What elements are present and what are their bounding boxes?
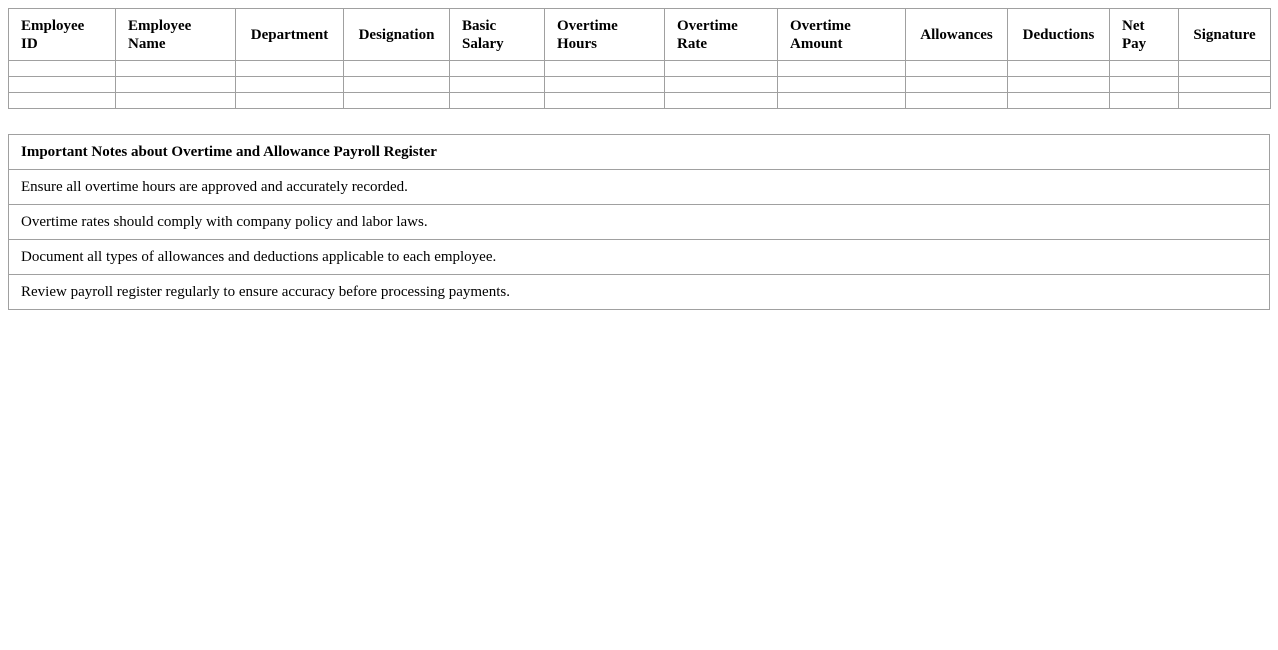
table-cell [1008,61,1110,77]
table-cell [1008,93,1110,109]
column-header-net-pay: Net Pay [1110,9,1179,61]
column-header-employee-name: Employee Name [116,9,236,61]
note-row [9,205,1270,240]
table-cell [1179,61,1271,77]
table-cell [9,93,116,109]
register-body [9,61,1271,109]
column-header-overtime-rate: Overtime Rate [665,9,778,61]
table-cell [778,93,906,109]
notes-title: Important Notes about Overtime and Allowance Payroll Register [9,135,1270,170]
column-header-signature: Signature [1179,9,1271,61]
payroll-register-table [8,8,1271,109]
table-cell [236,61,344,77]
table-cell [545,61,665,77]
table-cell [665,93,778,109]
table-cell [778,61,906,77]
table-cell [778,77,906,93]
column-header-deductions: Deductions [1008,9,1110,61]
table-cell [1110,93,1179,109]
table-cell [344,61,450,77]
note-item: Review payroll register regularly to ensure accuracy before processing payments. [9,275,1270,310]
table-cell [665,77,778,93]
notes-title-row [9,135,1270,170]
table-cell [344,93,450,109]
table-cell [450,77,545,93]
table-cell [450,61,545,77]
table-cell [906,93,1008,109]
table-cell [9,61,116,77]
note-row [9,240,1270,275]
column-header-designation: Designation [344,9,450,61]
column-header-allowances: Allowances [906,9,1008,61]
table-cell [1008,77,1110,93]
table-cell [116,77,236,93]
table-row [9,93,1271,109]
table-row [9,77,1271,93]
table-cell [116,61,236,77]
table-cell [116,93,236,109]
notes-table [8,134,1270,310]
table-cell [9,77,116,93]
note-item: Ensure all overtime hours are approved and accurately recorded. [9,170,1270,205]
table-cell [1179,77,1271,93]
note-row [9,170,1270,205]
table-cell [450,93,545,109]
table-cell [236,93,344,109]
note-item: Document all types of allowances and deductions applicable to each employee. [9,240,1270,275]
table-row [9,61,1271,77]
column-header-overtime-hours: Overtime Hours [545,9,665,61]
table-cell [1110,77,1179,93]
column-header-department: Department [236,9,344,61]
table-cell [1179,93,1271,109]
note-item: Overtime rates should comply with company policy and labor laws. [9,205,1270,240]
table-cell [1110,61,1179,77]
column-header-overtime-amount: Overtime Amount [778,9,906,61]
table-cell [665,61,778,77]
table-cell [545,93,665,109]
table-cell [906,61,1008,77]
table-cell [545,77,665,93]
column-header-employee-id: Employee ID [9,9,116,61]
table-cell [344,77,450,93]
header-row [9,9,1271,61]
table-cell [236,77,344,93]
document-page [8,8,1270,310]
column-header-basic-salary: Basic Salary [450,9,545,61]
table-cell [906,77,1008,93]
note-row [9,275,1270,310]
